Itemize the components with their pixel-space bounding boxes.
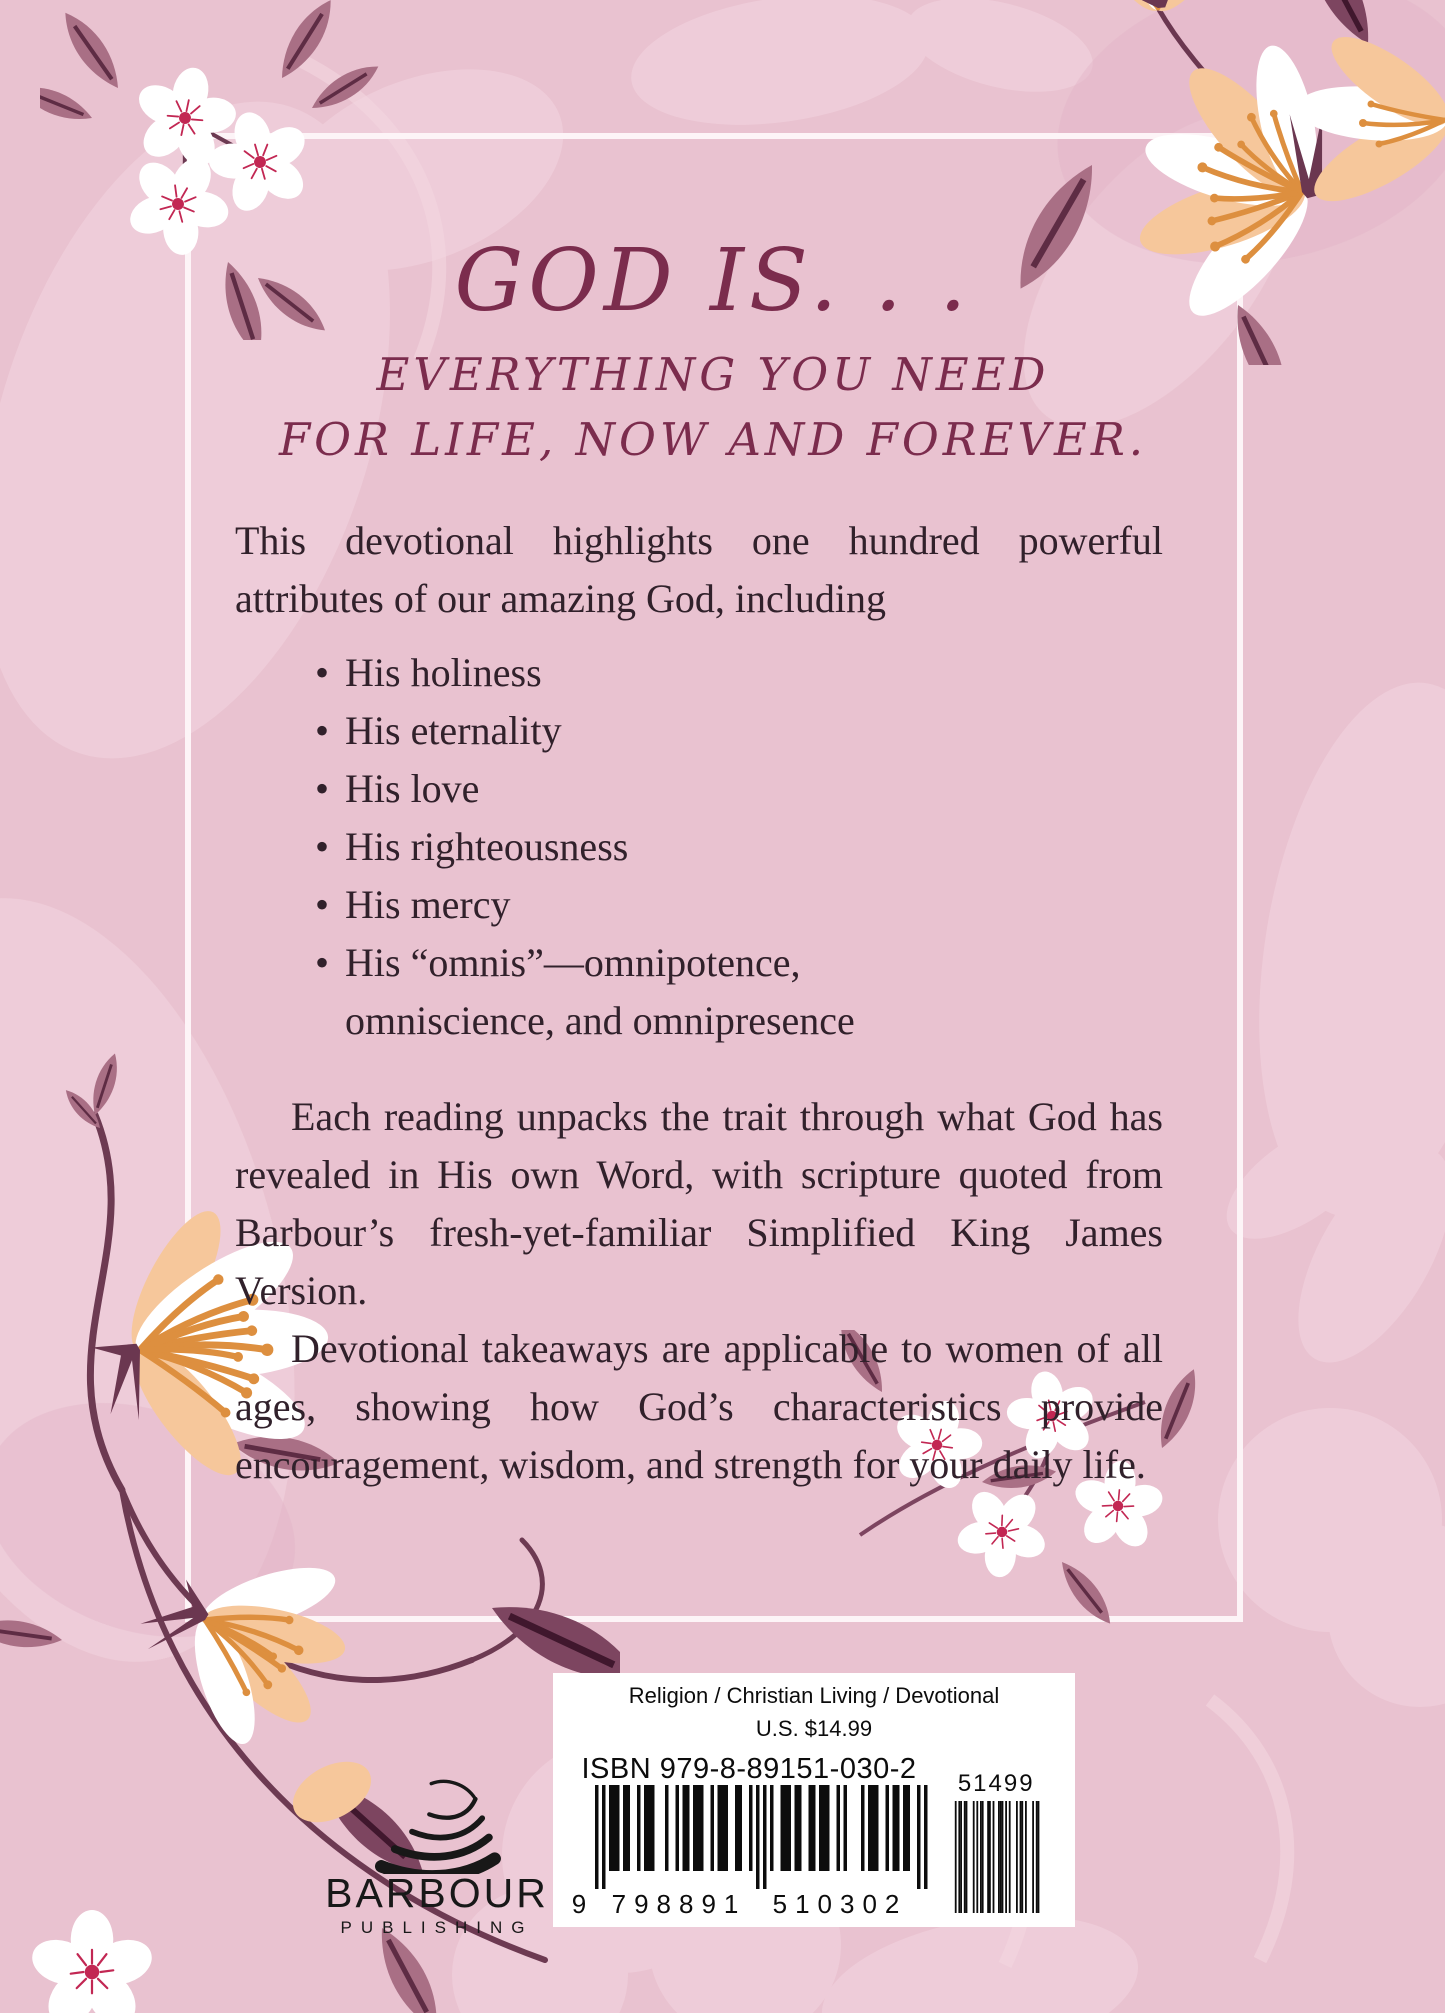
back-cover-copy (235, 512, 1163, 1494)
attribute-text: His mercy (345, 882, 511, 927)
body-paragraph-2: Devotional takeaways are applicable to women of all ages, showing how God’s characteristics provide encouragement, wisdom, and strength for your daily life. (235, 1326, 1163, 1487)
publisher-name: BARBOUR (325, 1870, 549, 1916)
bullet-marker: • (315, 650, 330, 695)
svg-text:51499: 51499 (957, 1771, 1035, 1797)
bullet-marker: • (315, 708, 330, 753)
ean13-barcode (569, 1785, 935, 1921)
attribute-item (299, 876, 999, 934)
isbn-label: ISBN 979-8-89151-030-2 (581, 1753, 917, 1785)
intro-paragraph: This devotional highlights one hundred powerful attributes of our amazing God, including (235, 518, 1163, 621)
body-paragraph-1: Each reading unpacks the trait through what God has revealed in His own Word, with scripture quoted from Barbour’s fresh-yet-familiar Simplified King James Version. (235, 1094, 1163, 1313)
attribute-text: His “omnis”—omnipotence, omniscience, and omnipresence (345, 940, 855, 1043)
bullet-marker: • (315, 824, 330, 869)
bullet-marker: • (315, 766, 330, 811)
bullet-marker: • (315, 882, 330, 927)
attribute-text: His holiness (345, 650, 542, 695)
cover-tagline-title: GOD IS. . . (454, 231, 972, 331)
svg-text:9: 9 (571, 1889, 587, 1919)
retail-info-box (553, 1673, 1075, 1927)
attribute-text: His righteousness (345, 824, 629, 869)
attribute-item (299, 760, 999, 818)
price-label: U.S. $14.99 (755, 1716, 873, 1741)
attribute-item (299, 818, 999, 876)
price-addon-barcode (951, 1771, 1041, 1921)
category-label: Religion / Christian Living / Devotional (628, 1683, 1000, 1708)
attribute-item (299, 644, 999, 702)
attribute-text: His love (345, 766, 480, 811)
bullet-marker: • (315, 940, 330, 985)
svg-text:798891: 798891 (611, 1889, 747, 1919)
attribute-item (299, 702, 999, 760)
publisher-subtitle: PUBLISHING (340, 1918, 534, 1937)
cover-tagline-line1: EVERYTHING YOU NEED (376, 348, 1050, 401)
svg-text:510302: 510302 (772, 1889, 908, 1919)
barbour-sail-logo-icon (357, 1774, 517, 1874)
cover-tagline-line2: FOR LIFE, NOW AND FOREVER. (278, 413, 1148, 466)
attribute-text: His eternality (345, 708, 562, 753)
attribute-item (299, 934, 999, 1050)
attribute-list (299, 644, 999, 1050)
